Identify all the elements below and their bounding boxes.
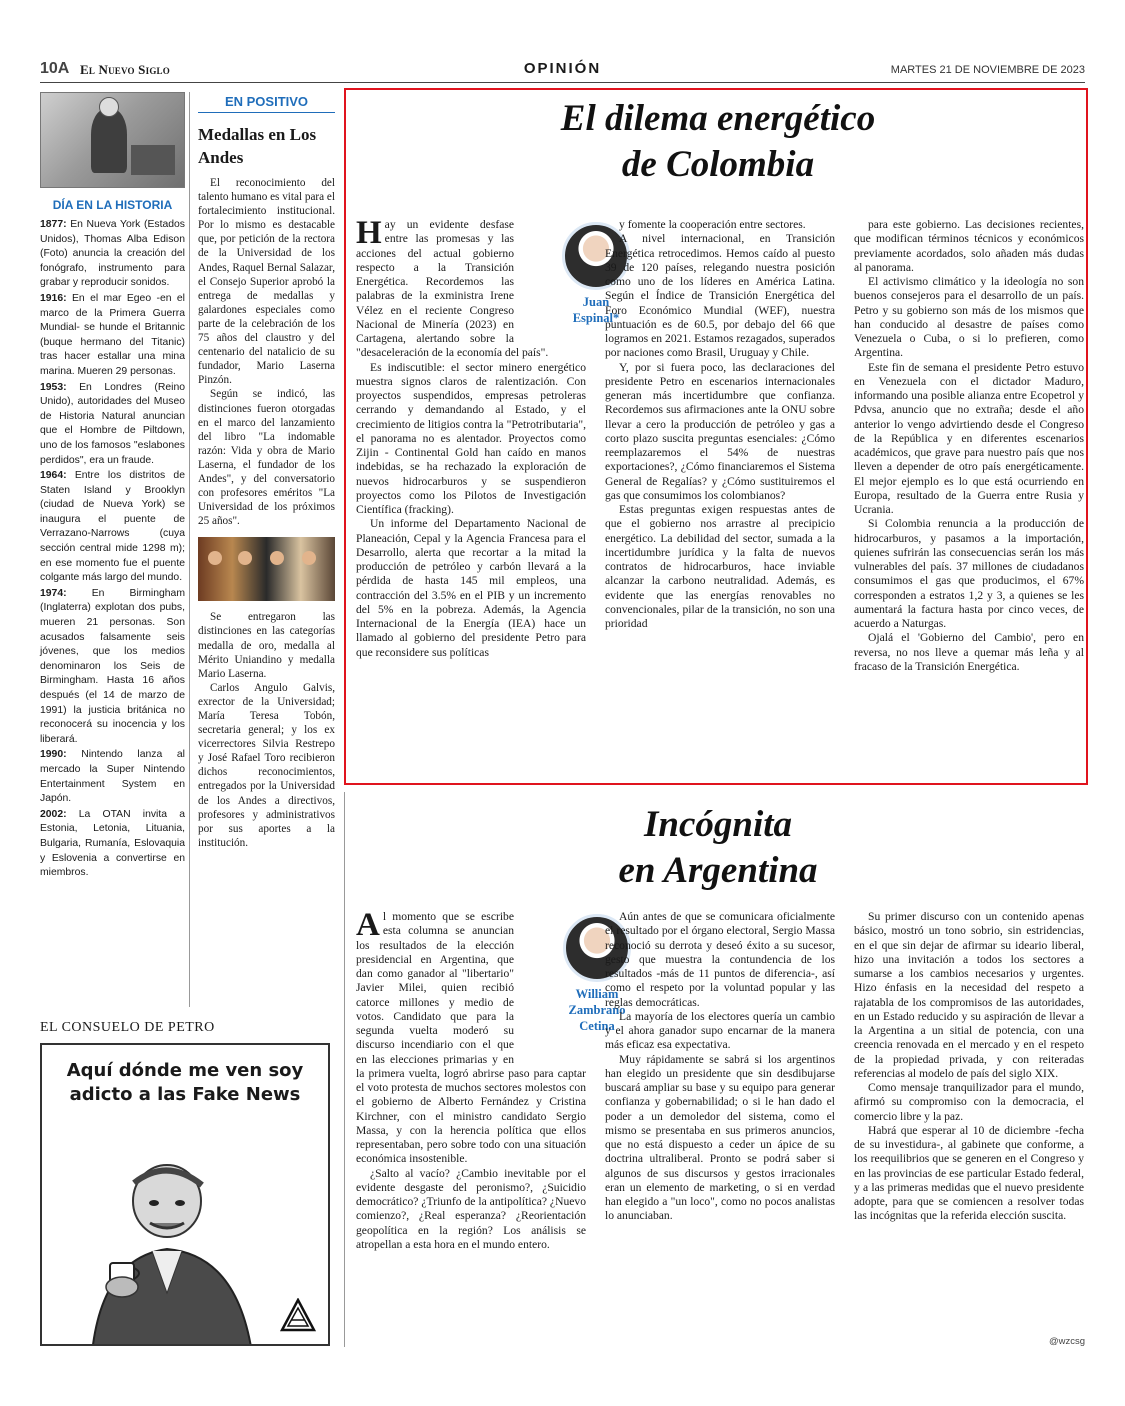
header-divider [40, 82, 1085, 83]
edison-photo [40, 92, 185, 188]
article2-column-2 [605, 910, 835, 1224]
paragraph: Al momento que se escribe esta columna se anuncian los resultados de la elección presidencial en Argentina, que dan como ganador al "libertario" Javier Milei, quien recibió catorce millones y medio de votos. Candidato que para la segunda vuelta moderó su discurso incendiario con el que en las elecciones primarias y en la primera vuelta, logró abrirse paso para captar el voto protesta de muchos sectores molestos con el gobierno de Alberto Fernández y Cristina Kirchner, con el ministro candidato Sergio Massa, y con la herencia política que ellos representaban, pero sobre todo con una situación económica insostenible. [356, 907, 586, 1166]
section-title: OPINIÓN [523, 60, 602, 77]
drop-cap: H [356, 215, 382, 251]
newspaper-name: El Nuevo Siglo [80, 62, 170, 77]
cartoon [40, 1043, 330, 1346]
history-entry: 1916: En el mar Egeo -en el marco de la Primera Guerra Mundial- se hunde el Britannic (buque hermano del Titanic) tras hacer estallar una mina marina. Mueren 29 personas. [40, 292, 185, 377]
history-column [40, 92, 185, 882]
history-entry: 1974: En Birmingham (Inglaterra) explotan dos pubs, mueren 21 personas. Son acusados falsamente seis jóvenes, que los medios denominaron los Seis de Birmingham. Hasta 16 años después (el 14 de marzo de 1991) la justicia británica no reconocerá su inocencia y los liberará. [40, 587, 185, 745]
paragraph: Hay un evidente desfase entre las promesas y las acciones del actual gobierno respecto a la Transición Energética. Recordemos las palabras de la exministra Irene Vélez en el reciente Congreso Nacional de Minería (2023) en Cartagena, alertando sobre la "desaceleración de la economía del país". [356, 215, 549, 360]
article2-title-line2: en Argentina [618, 850, 818, 891]
article2-headline [350, 802, 1086, 894]
paragraph: La mayoría de los electores quería un cambio y el ahora ganador supo encarnar de la manera más eficaz esa expectativa. [605, 1009, 835, 1052]
history-entry: 2002: La OTAN invita a Estonia, Letonia, Lituania, Bulgaria, Rumanía, Eslovaquia y Eslovenia a convertirse en miembros. [40, 808, 185, 879]
paragraph: Estas preguntas exigen respuestas antes de que el gobierno nos arrastre al precipicio energético. La debilidad del sector, sumada a la incertidumbre jurídica y la falta de nuevos contratos de hidrocarburos, hace inviable alcanzar la carbono neutralidad. Además, es evidente que las energías renovables no convencionales, pilar de la transición, no son una prioridad [605, 503, 835, 630]
history-kicker: DÍA EN LA HISTORIA [52, 198, 173, 212]
paragraph: Según se indicó, las distinciones fueron otorgadas en el marco del lanzamiento del libro "La indomable razón: Vida y obra de Mario Laserna, el fundador de los Andes", y del conversatorio con profesores eméritos "La Universidad de los próximos 25 años". [198, 388, 335, 528]
paragraph: Aún antes de que se comunicara oficialmente el resultado por el órgano electoral, Sergio Massa reconoció su derrota y deseó éxito a su sucesor, gesto que muestra la contundencia de los resultados -más de 11 puntos de diferencia-, así como el respeto por la voluntad popular y las reglas democráticas. [605, 910, 835, 1009]
page-header [40, 60, 1085, 80]
positive-title: Medallas en Los Andes [198, 125, 317, 167]
positive-body-top [198, 176, 335, 528]
column-divider [189, 92, 190, 1007]
paragraph: Y, por si fuera poco, las declaraciones del presidente Petro en escenarios internacionales generan más incertidumbre que confianza. Recordemos sus afirmaciones ante la ONU sobre llevar a cero la producción de petróleo y gas a corto plazo suscita preguntas esenciales: ¿Cómo reemplazaremos el 54% de nuestras exportaciones?, ¿Cómo financiaremos el Sistema General de Regalías? y ¿Cómo sustituiremos el gas que consumimos los colombianos? [605, 360, 835, 502]
paragraph: Se entregaron las distinciones en las categorías medalla de oro, medalla al Mérito Uniandino y medalla Mario Laserna. [198, 611, 335, 680]
paragraph: Muy rápidamente se sabrá si los argentinos han elegido un presidente que sin desdibujarse buscará ampliar su base y su equipo para generar confianza y gobernabilidad; o si le han dado el poder a un demoledor del sistema, como el mismo se presentaba en sus primeros anuncios, que no está dispuesto a ceder un ápice de su doctrina ultraliberal. Pronto se podrá saber si algunos de sus discursos y gestos irracionales eran un elemento de marketing, o si en verdad han elegido a "un loco", como no pocos analistas lo anunciaban. [605, 1052, 835, 1223]
paragraph: Un informe del Departamento Nacional de Planeación, Cepal y la Agencia Francesa para el Desarrollo, alerta que recortar a la mitad la producción de petróleo y carbón llevará a la pérdida de hasta 145 mil empleos, una contracción del 3.5% en el PIB y un incremento del 5% en la pobreza. Además, la Agencia Internacional de la Energía (IEA) hace un llamado al gobierno del presidente Petro para que reconsidere sus políticas [356, 517, 586, 659]
author-handle: @wzcsg [1048, 1336, 1085, 1347]
column-divider [344, 792, 345, 1347]
paragraph: El activismo climático y la ideología no son buenos consejeros para el desarrollo de un país. Petro y su gobierno son más de los mismos que han conducido al desastre de países como Venezuela o Cuba, o si lo prefieren, como Argentina. [854, 275, 1084, 360]
article1-title-line1: El dilema energético [560, 98, 876, 139]
history-entry: 1964: Entre los distritos de Staten Island y Brooklyn (ciudad de Nueva York) se inaugura el puente de Verrazano-Narrows (cuya sección central mide 1298 m); en ese momento fue el puente colgante más largo del mundo. [40, 470, 185, 584]
article2-title-line1: Incógnita [643, 804, 793, 845]
paragraph: Carlos Angulo Galvis, exrector de la Universidad; María Teresa Tobón, secretaria general; y los ex vicerrectores Silvia Restrepo y José Rafael Toro recibieron dichos reconocimientos, entregados por la Universidad de los Andes a directivos, profesores y administrativos por sus aportes a la institución. [198, 681, 335, 849]
history-entry: 1953: En Londres (Reino Unido), autoridades del Museo de Historia Natural anuncian que el Hombre de Piltdown, uno de los famosos "eslabones perdidos", era un fraude. [40, 381, 185, 466]
paragraph: Es indiscutible: el sector minero energético muestra signos claros de ralentización. Con proyectos suspendidos, empresas petroleras cerrando y demandando al Estado, y el crecimiento de litigios contra la "Petrotributaria", el panorama no es alentador. Proyectos como Zijin - Continental Gold han caído en manos indebidas, se ha rechazado la exploración de nuevos hidrocarburos y se suspendieron proyectos como los Pilotos de Investigación Científica (fracking). [356, 360, 586, 516]
article1-headline [350, 96, 1086, 188]
paragraph: Habrá que esperar al 10 de diciembre -fecha de su investidura-, al gabinete que conforme, a los reequilibrios que se generen en el Congreso y en las provincias de ese particular Estado federal, y a las primeras medidas que el nuevo presidente adopte, para que se comiencen a resolver todas las incógnitas que la referida elección suscita. [854, 1123, 1084, 1223]
positive-kicker: EN POSITIVO [198, 94, 335, 113]
positive-body-bottom [198, 610, 335, 850]
paragraph: y fomente la cooperación entre sectores. [619, 218, 806, 231]
paragraph: ¿Salto al vacío? ¿Cambio inevitable por el evidente desgaste del peronismo?, ¿Suicidio democrático? ¿Triunfo de la antipolítica? ¿Nuevo comienzo?, ¿Real esperanza? ¿Reorientación geopolítica en la región? Los análisis se atropellan a esta hora en el mundo entero. [356, 1166, 586, 1251]
article2-column-3 [854, 910, 1084, 1224]
cartoon-title: EL CONSUELO DE PETRO [40, 1020, 215, 1035]
history-entry: 1877: En Nueva York (Estados Unidos), Thomas Alba Edison (Foto) anuncia la creación del fonógrafo, instrumento para grabar y reproducir sonidos. [40, 219, 185, 289]
issue-date: MARTES 21 DE NOVIEMBRE DE 2023 [890, 64, 1085, 76]
paragraph: Su primer discurso con un contenido apenas básico, mostró un tono sobrio, sin estridencias, en el que sin dejar de afirmar su ideario liberal, hizo una invitación a todos los sectores a sumarse a los cambios necesarios y urgentes. Hizo énfasis en la necesidad del respeto a rajatabla de los compromisos de las autoridades, en un Estado reducido y su aspiración de llevar a la Argentina a un sitial de potencia, con una creencia renovada en el mercado y en el respeto de la propiedad privada, y con reiteradas referencias al modelo de país del siglo XIX. [854, 910, 1084, 1080]
paragraph: El reconocimiento del talento humano es vital para el fortalecimiento institucional. Por lo mismo es destacable que, por petición de la rectora de la Universidad de los Andes, Raquel Bernal Salazar, el Consejo Superior aprobó la entrega de medallas y galardones especiales como parte de la celebración de los 75 años del claustro y del centenario del natalicio de su fundador, Mario Laserna Pinzón. [198, 177, 335, 387]
paragraph: Este fin de semana el presidente Petro estuvo en Venezuela con el dictador Maduro, informando una posible alianza entre Ecopetrol y Pdvsa, anuncio que no extraña; desde el año anterior lo vengo advirtiendo desde el Congreso de la República y en diferentes escenarios académicos, que grave para nuestro país que nos lleven a depender de otro país energéticamente. El mejor ejemplo es lo que está ocurriendo en Europa, resultado de la Guerra entre Rusia y Ucrania. [854, 360, 1084, 516]
article1-column-1 [356, 215, 586, 660]
page-number: 10A [40, 60, 70, 77]
article2-author: William Zambrano Cetina [568, 987, 626, 1033]
positive-column [198, 94, 335, 850]
article1-column-3 [854, 218, 1084, 674]
drop-cap: A [356, 907, 380, 943]
paragraph: A nivel internacional, en Transición Energética retrocedimos. Hemos caído al puesto 39 de 120 países, relegando nuestra posición como uno de los líderes en América Latina. Según el Índice de Transición Energética del Foro Económico Mundial (WEF), nuestra puntuación es de 60.5, por debajo del 66 que logramos en 2021. Estamos rezagados, superados por naciones como Brasil, Uruguay y Chile. [605, 232, 835, 360]
award-ceremony-photo [198, 537, 335, 601]
paragraph: Como mensaje tranquilizador para el mundo, afirmó su compromiso con la democracia, el comercio libre y la paz. [854, 1081, 1084, 1123]
article2-column-1 [356, 907, 586, 1252]
paragraph: para este gobierno. Las decisiones recientes, que modifican términos técnicos y económicos previamente acordados, solo añaden más dudas al panorama. [854, 218, 1084, 274]
cartoon-caption: Aquí dónde me ven soy adicto a las Fake News [66, 1060, 304, 1105]
artist-logo-icon [280, 1298, 316, 1332]
article1-title-line2: de Colombia [621, 144, 815, 185]
paragraph: Si Colombia renuncia a la producción de hidrocarburos, y pasamos a la importación, quienes sufrirán las consecuencias serán los más vulnerables del país. 37 millones de ciudadanos consumimos el gas que producimos, el 67% corresponden a estratos 1,2 y 3, a quienes se les aumentará la factura hasta por cinco veces, de acuerdo a Naturgas. [854, 517, 1084, 630]
history-entry: 1990: Nintendo lanza al mercado la Super Nintendo Entertainment System en Japón. [40, 749, 185, 805]
paragraph: Ojalá el 'Gobierno del Cambio', pero en reversa, no nos lleve a quemar más leña y al fracaso de la Transición Energética. [854, 631, 1084, 673]
caricature-drawing [62, 1163, 280, 1346]
article1-column-2 [605, 218, 835, 631]
article1-author: Juan Espinal* [572, 295, 620, 325]
history-entries [40, 218, 185, 881]
